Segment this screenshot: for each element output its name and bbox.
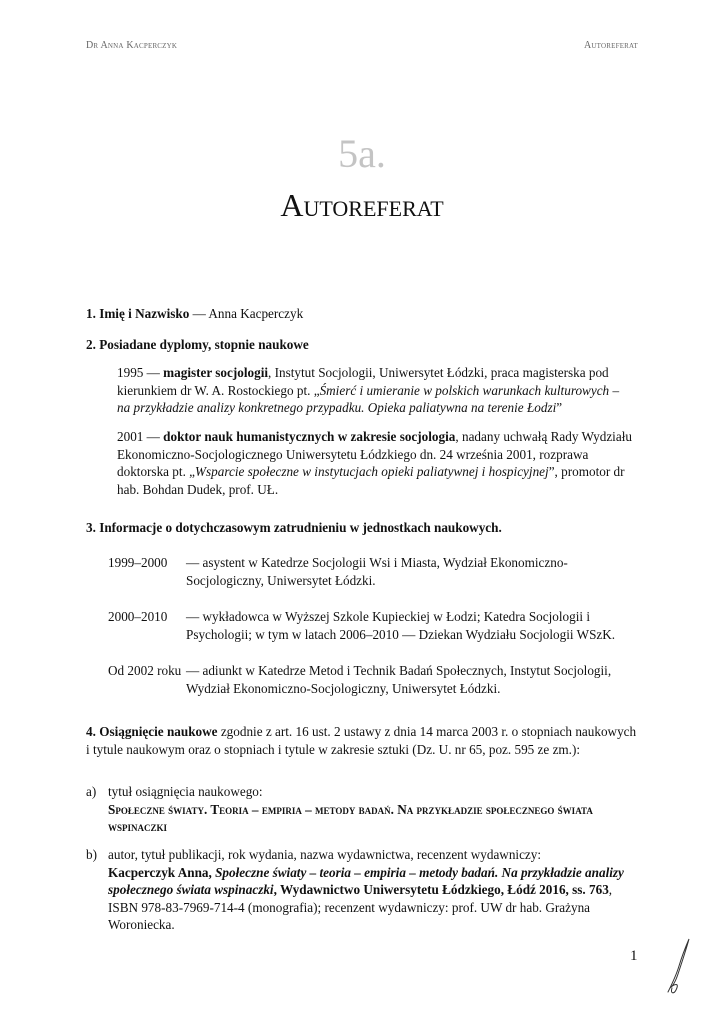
publication-isbn-reviewer: , ISBN 978-83-7969-714-4 (monografia); recenzent wydawniczy: prof. UW dr hab. Grażyna Woroniecka. — [108, 882, 613, 933]
employment-years: 1999–2000 — [108, 555, 168, 570]
employment-description: — asystent w Katedrze Socjologii Wsi i Miasta, Wydział Ekonomiczno-Socjologiczny, Uniwersytet Łódzki. — [186, 555, 568, 588]
achievement-title: Społeczne światy. Teoria – empiria – metody badań. Na przykładzie społecznego świata wspinaczki — [108, 801, 593, 835]
diploma-2001-promoter: ”, promotor dr hab. Bohdan Dudek, prof. UŁ. — [117, 464, 625, 497]
section-1-value: Anna Kacperczyk — [208, 306, 304, 321]
section-1 — [86, 305, 642, 323]
publication-author: Kacperczyk Anna, — [108, 864, 216, 880]
publication-details — [108, 864, 642, 934]
achievement-title-intro: tytuł osiągnięcia naukowego: — [108, 784, 263, 799]
list-label: b) — [86, 847, 97, 862]
diploma-1995-degree: magister socjologii — [163, 365, 269, 380]
publication-intro: autor, tytuł publikacji, rok wydania, nazwa wydawnictwa, recenzent wydawniczy: — [108, 847, 542, 862]
section-3-heading: 3. Informacje o dotychczasowym zatrudnieniu w jednostkach naukowych. — [86, 520, 502, 535]
diploma-2001-details: , nadany uchwałą Rady Wydziału Ekonomiczno-Socjologicznego Uniwersytetu Łódzkiego dn. 24 września 2001, rozprawa doktorska pt. „ — [117, 429, 632, 480]
page-number: 1 — [630, 948, 638, 964]
header-author: Dr Anna Kacperczyk — [86, 40, 178, 51]
diploma-1995-thesis-title: Śmierć i umieranie w polskich warunkach kulturowych – na przykładzie analizy konkretnego przypadku. Opieka paliatywna na terenie Łodzi — [117, 382, 620, 416]
employment-description: — adiunkt w Katedrze Metod i Technik Badań Społecznych, Instytut Socjologii, Wydział Ekonomiczno-Socjologiczny, Uniwersytet Łódzki. — [186, 663, 612, 696]
employment-description: — wykładowca w Wyższej Szkole Kupieckiej w Łodzi; Katedra Socjologii i Psychologii; w tym w latach 2006–2010 — Dziekan Wydziału Socjologii WSzK. — [186, 609, 616, 642]
diploma-1995-close: ” — [556, 400, 563, 416]
publication-title: Społeczne światy – teoria – empiria – metody badań. Na przykładzie analizy społecznego świata wspinaczki — [108, 864, 624, 898]
diploma-2001-year: 2001 — — [117, 429, 164, 444]
chapter-number: 5a. — [338, 131, 386, 176]
diploma-1995-year: 1995 — — [117, 365, 164, 380]
signature-mark — [664, 936, 694, 996]
publication-publisher: , Wydawnictwo Uniwersytetu Łódzkiego, Łódź 2016, ss. 763 — [273, 882, 609, 898]
header-doc-title: Autoreferat — [583, 40, 638, 51]
section-1-separator: — — [189, 306, 209, 321]
list-label: a) — [86, 784, 97, 799]
diploma-2001-thesis-title: Wsparcie społeczne w instytucjach opieki paliatywnej i hospicyjnej — [195, 464, 549, 480]
document-title: Autoreferat — [280, 187, 444, 223]
section-1-heading: 1. Imię i Nazwisko — [86, 306, 190, 321]
section-2-heading: 2. Posiadane dyplomy, stopnie naukowe — [86, 337, 309, 352]
diploma-1995 — [117, 364, 632, 417]
section-4-legal-basis: zgodnie z art. 16 ust. 2 ustawy z dnia 14 marca 2003 r. o stopniach naukowych i tytule naukowym oraz o stopniach i tytule w zakresie sztuki (Dz. U. nr 65, poz. 595 ze zm.): — [86, 724, 637, 757]
employment-years: 2000–2010 — [108, 609, 168, 624]
diploma-2001 — [117, 428, 632, 498]
diploma-1995-details: , Instytut Socjologii, Uniwersytet Łódzki, praca magisterska pod kierunkiem dr W. A. Rostockiego pt. „ — [117, 365, 609, 398]
section-4-heading: 4. Osiągnięcie naukowe — [86, 724, 218, 739]
diploma-2001-degree: doktor nauk humanistycznych w zakresie socjologia — [163, 429, 456, 444]
employment-years: Od 2002 roku — [108, 663, 182, 678]
section-4-intro — [86, 723, 642, 758]
